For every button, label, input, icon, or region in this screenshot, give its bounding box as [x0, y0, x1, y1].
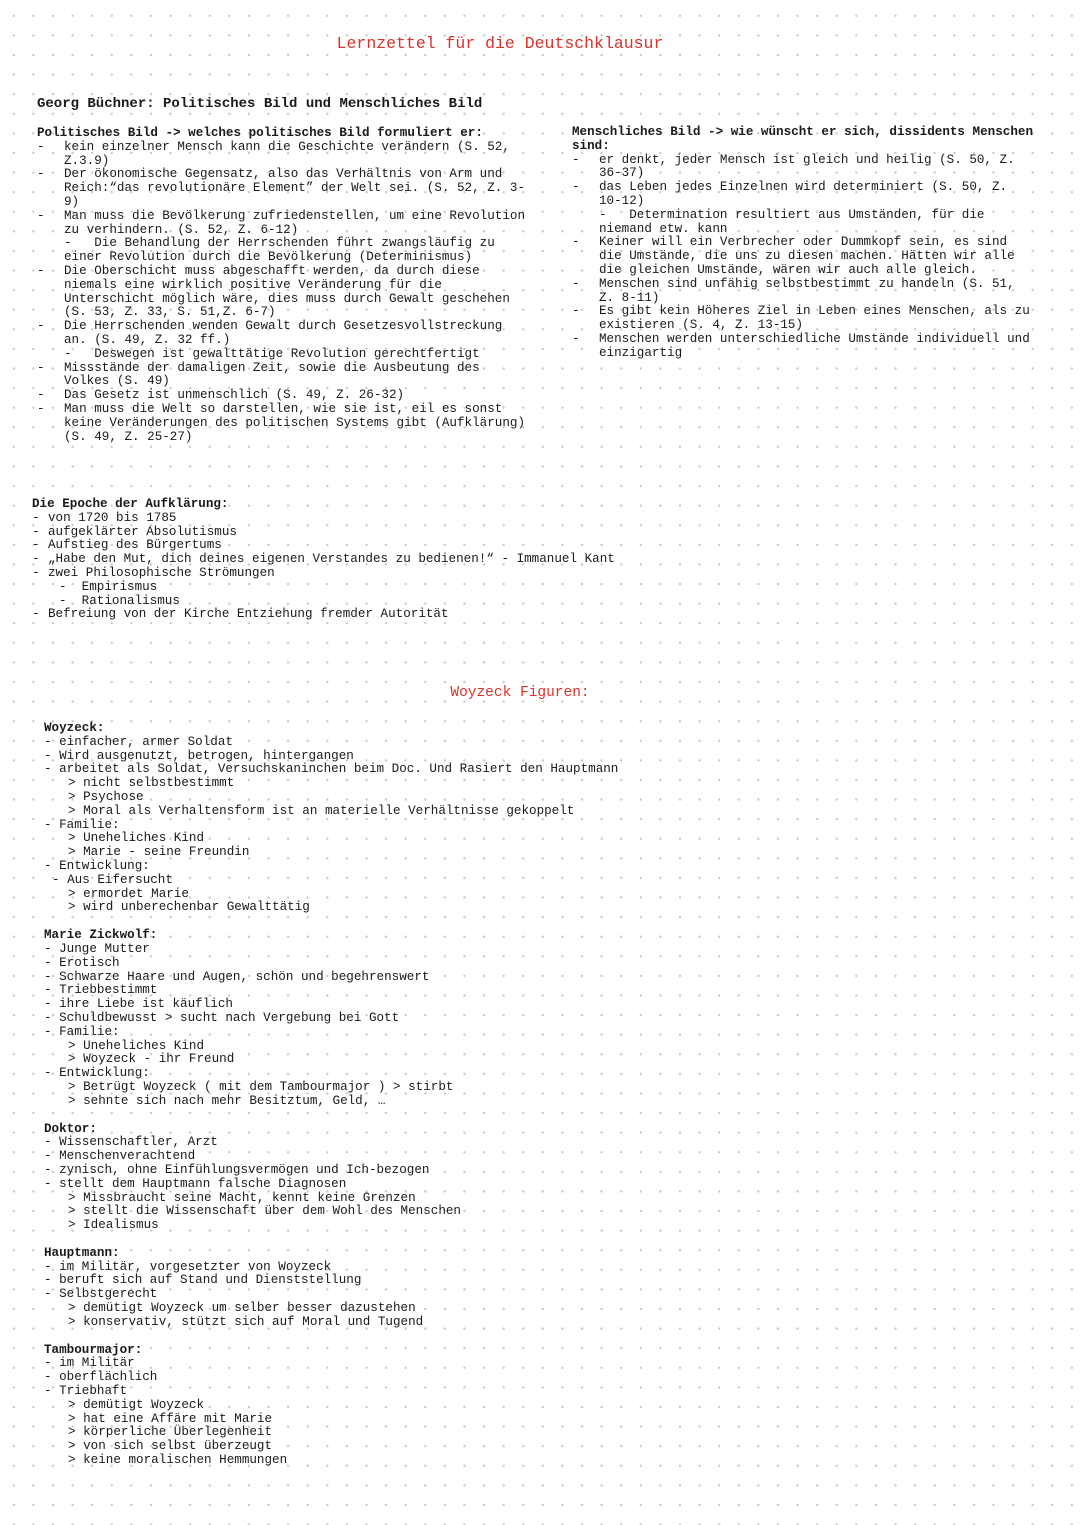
- list-item: - Aufstieg des Bürgertums: [32, 539, 752, 553]
- figure-trait: - Entwicklung:: [44, 1066, 150, 1081]
- figure-name: Tambourmajor:: [44, 1342, 143, 1357]
- list-item: - Man muss die Bevölkerung zufriedenstellen, um eine Revolution zu verhindern. (S. 52, Z. 6-12): [37, 210, 527, 238]
- figure-trait: - Junge Mutter: [44, 941, 150, 956]
- figure-trait: - ihre Liebe ist käuflich: [44, 997, 233, 1012]
- figure-trait: > konservativ, stützt sich auf Moral und Tugend: [68, 1314, 424, 1329]
- figure-name: Marie Zickwolf:: [44, 928, 158, 943]
- figure-trait: > hat eine Affäre mit Marie: [68, 1411, 273, 1426]
- figure-trait: - Triebhaft: [44, 1384, 128, 1399]
- human-view-list: [572, 154, 1034, 361]
- figure-trait: - stellt dem Hauptmann falsche Diagnosen: [44, 1176, 347, 1191]
- figure-name: Hauptmann:: [44, 1245, 120, 1260]
- section-heading-buechner: Georg Büchner: Politisches Bild und Menschliches Bild: [37, 96, 483, 112]
- figure-entry: [44, 1344, 764, 1468]
- page-title: Lernzettel für die Deutschklausur: [336, 34, 664, 53]
- political-view-list: [37, 141, 527, 445]
- human-view-heading: Menschliches Bild -> wie wünscht er sich, dissidents Menschen sind:: [572, 125, 1034, 153]
- figure-entry: [44, 929, 764, 1108]
- figure-trait: > Moral als Verhaltensform ist an materielle Verhältnisse gekoppelt: [68, 803, 575, 818]
- list-item: - Missstände der damaligen Zeit, sowie die Ausbeutung des Volkes (S. 49): [37, 362, 527, 390]
- sub-list-item: - Die Behandlung der Herrschenden führt zwangsläufig zu einer Revolution durch die Bevölkerung (Determinismus): [64, 236, 503, 265]
- figure-trait: - einfacher, armer Soldat: [44, 734, 233, 749]
- figure-trait: - oberflächlich: [44, 1370, 158, 1385]
- figure-trait: - Selbstgerecht: [44, 1287, 158, 1302]
- figure-trait: > wird unberechenbar Gewalttätig: [68, 900, 310, 915]
- sub-list-item: - Determination resultiert aus Umständen, für die niemand etw. kann: [599, 207, 992, 236]
- list-item: - er denkt, jeder Mensch ist gleich und heilig (S. 50, Z. 36-37): [572, 154, 1034, 182]
- sub-list-item: - Deswegen ist gewalttätige Revolution gerechtfertigt: [64, 346, 480, 361]
- figure-trait: > demütigt Woyzeck um selber besser dazustehen: [68, 1301, 416, 1316]
- list-item: - Der ökonomische Gegensatz, also das Verhältnis von Arm und Reich:“das revolutionäre Element” der Welt sei. (S. 52, Z. 3-9): [37, 168, 527, 209]
- figure-trait: > Psychose: [68, 789, 144, 804]
- list-item: - das Leben jedes Einzelnen wird determiniert (S. 50, Z. 10-12): [572, 181, 1034, 209]
- figure-trait: > Uneheliches Kind: [68, 1038, 205, 1053]
- figure-trait: - Wird ausgenutzt, betrogen, hintergangen: [44, 748, 354, 763]
- list-item: - Die Herrschenden wenden Gewalt durch Gesetzesvollstreckung an. (S. 49, Z. 32 ff.): [37, 320, 527, 348]
- figure-name: Doktor:: [44, 1121, 97, 1136]
- enlightenment-list: [32, 512, 752, 622]
- figure-entry: [44, 1123, 764, 1233]
- figure-trait: - Schwarze Haare und Augen, schön und begehrenswert: [44, 969, 430, 984]
- figure-trait: > Idealismus: [68, 1218, 159, 1233]
- figure-trait: > Betrügt Woyzeck ( mit dem Tambourmajor ) > stirbt: [68, 1079, 454, 1094]
- enlightenment-block: [32, 498, 752, 622]
- list-item: - Menschen sind unfähig selbstbestimmt zu handeln (S. 51, Z. 8-11): [572, 278, 1034, 306]
- figure-trait: > von sich selbst überzeugt: [68, 1439, 273, 1454]
- political-view-block: [37, 127, 527, 444]
- figure-trait: > demütigt Woyzeck: [68, 1397, 205, 1412]
- figure-trait: > Marie - seine Freundin: [68, 845, 250, 860]
- figure-trait: - Triebbestimmt: [44, 983, 158, 998]
- human-view-block: [572, 126, 1034, 361]
- figure-trait: > keine moralischen Hemmungen: [68, 1453, 288, 1468]
- figure-trait: > sehnte sich nach mehr Besitztum, Geld, …: [68, 1093, 386, 1108]
- figure-trait: > stellt die Wissenschaft über dem Wohl des Menschen: [68, 1204, 461, 1219]
- figure-trait: > Woyzeck - ihr Freund: [68, 1052, 235, 1067]
- figure-trait: > Uneheliches Kind: [68, 831, 205, 846]
- figure-trait: - Menschenverachtend: [44, 1149, 196, 1164]
- list-item: - zwei Philosophische Strömungen: [32, 567, 752, 581]
- figure-trait: - im Militär, vorgesetzter von Woyzeck: [44, 1259, 332, 1274]
- figure-entry: [44, 722, 764, 915]
- figure-trait: - Familie:: [44, 1024, 120, 1039]
- list-item: - von 1720 bis 1785: [32, 512, 752, 526]
- figure-trait: > körperliche Überlegenheit: [68, 1425, 273, 1440]
- list-item: - Keiner will ein Verbrecher oder Dummkopf sein, es sind die Umstände, die uns zu diesen machen. Hätten wir alle die gleichen Umstände, wären wir auch alle gleich.: [572, 236, 1034, 277]
- list-item: - Die Oberschicht muss abgeschafft werden, da durch diese niemals eine wirklich positive Veränderung für die Unterschicht möglich wäre, dies muss durch Gewalt geschehen (S. 53, Z. 33, S. 51,Z. 6-7): [37, 265, 527, 320]
- enlightenment-heading: Die Epoche der Aufklärung:: [32, 497, 229, 511]
- figure-entry: [44, 1247, 764, 1330]
- figures-title: Woyzeck Figuren:: [450, 685, 590, 701]
- list-item: - Das Gesetz ist unmenschlich (S. 49, Z. 26-32): [37, 389, 527, 403]
- list-item: - aufgeklärter Absolutismus: [32, 526, 752, 540]
- figure-name: Woyzeck:: [44, 721, 105, 735]
- figure-trait: - Familie:: [44, 817, 120, 832]
- list-item: - „Habe den Mut, dich deines eigenen Verstandes zu bedienen!“ - Immanuel Kant: [32, 553, 752, 567]
- list-item: - Man muss die Welt so darstellen, wie sie ist, eil es sonst keine Veränderungen des politischen Systems gibt (Aufklärung) (S. 49, Z. 25-27): [37, 403, 527, 444]
- figure-trait: > Missbraucht seine Macht, kennt keine Grenzen: [68, 1190, 416, 1205]
- sub-list-item: - Empirismus: [59, 579, 158, 594]
- figure-trait: - Aus Eifersucht: [52, 872, 173, 887]
- sub-list-item: - Rationalismus: [59, 593, 180, 608]
- figure-trait: - Entwicklung:: [44, 858, 150, 873]
- figure-trait: - beruft sich auf Stand und Dienststellung: [44, 1273, 362, 1288]
- figure-trait: > ermordet Marie: [68, 886, 189, 901]
- figure-trait: - Wissenschaftler, Arzt: [44, 1135, 218, 1150]
- figure-trait: - zynisch, ohne Einfühlungsvermögen und Ich-bezogen: [44, 1162, 430, 1177]
- figure-trait: > nicht selbstbestimmt: [68, 776, 235, 791]
- figure-trait: - arbeitet als Soldat, Versuchskaninchen beim Doc. Und Rasiert den Hauptmann: [44, 762, 619, 777]
- figure-trait: - Schuldbewusst > sucht nach Vergebung bei Gott: [44, 1010, 400, 1025]
- list-item: - Es gibt kein Höheres Ziel in Leben eines Menschen, als zu existieren (S. 4, Z. 13-15): [572, 305, 1034, 333]
- figures-block: [44, 722, 764, 1482]
- list-item: - Menschen werden unterschiedliche Umstände individuell und einzigartig: [572, 333, 1034, 361]
- figure-trait: - Erotisch: [44, 955, 120, 970]
- figure-trait: - im Militär: [44, 1356, 135, 1371]
- list-item: - Befreiung von der Kirche Entziehung fremder Autorität: [32, 608, 752, 622]
- list-item: - kein einzelner Mensch kann die Geschichte verändern (S. 52, Z.3.9): [37, 141, 527, 169]
- political-view-heading: Politisches Bild -> welches politisches Bild formuliert er:: [37, 126, 483, 140]
